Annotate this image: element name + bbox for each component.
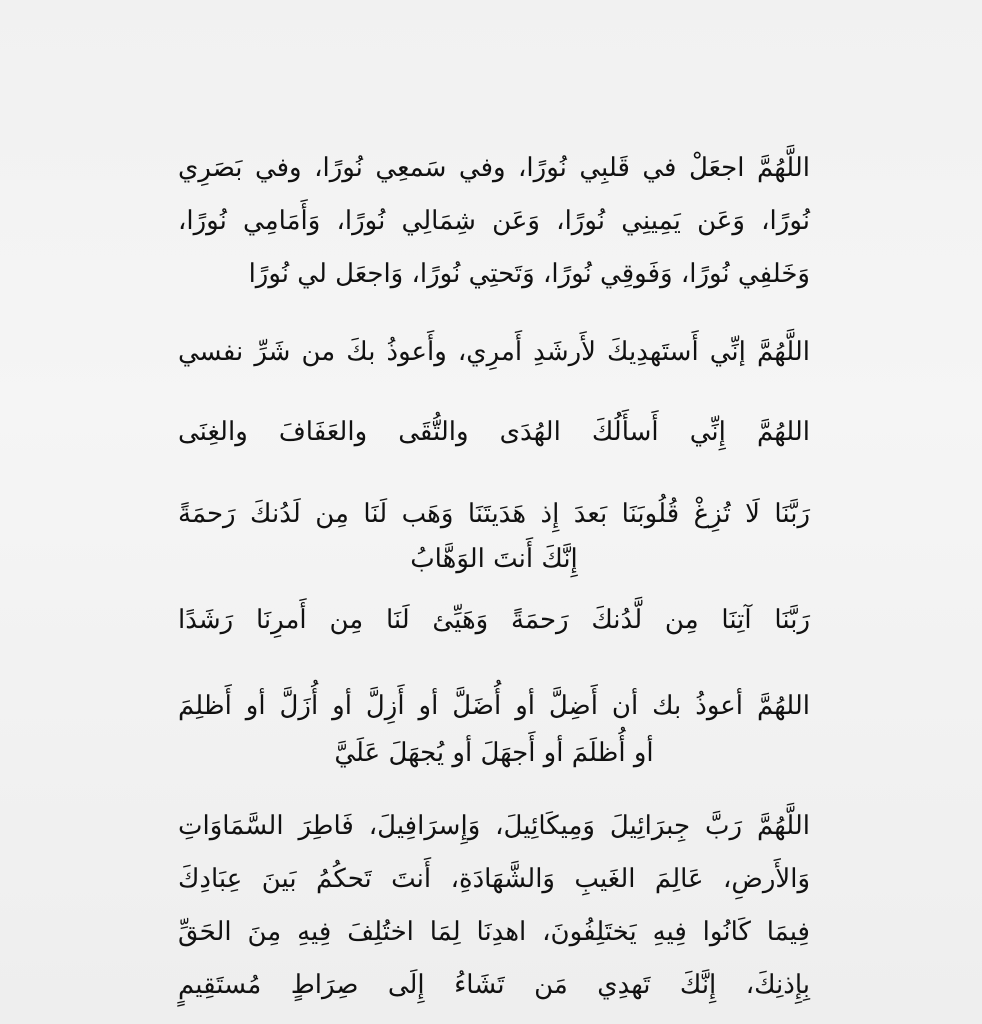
dua-istikhara-line-2: وَالأَرضِ، عَالِمَ الغَيبِ وَالشَّهَادَةِ، أَنتَ تَحكُمُ بَينَ عِبَادِكَ — [178, 864, 810, 894]
dua-hearts-block — [178, 488, 810, 586]
dua-istikhara-block — [178, 800, 810, 1012]
dua-guidance-line-1: اللَّهُمَّ إنِّي أَستَهدِيكَ لأَرشَدِ أَمرِي، وأَعوذُ بكَ من شَرِّ نفسي — [178, 337, 810, 367]
dua-piety-block — [178, 406, 810, 459]
dua-mercy-block — [178, 594, 810, 647]
dua-refuge-line-2: أو أُظلَمَ أو أَجهَلَ أو يُجهَلَ عَلَيَّ — [334, 738, 654, 768]
dua-refuge-line-1: اللهُمَّ أعوذُ بك أن أَضِلَّ أو أُضَلَّ أو أَزِلَّ أو أُزَلَّ أو أَظلِمَ — [178, 691, 810, 721]
dua-light-line-2: نُورًا، وَعَن يَمِينِي نُورًا، وَعَن شِمَالِي نُورًا، وَأَمَامِي نُورًا، — [178, 206, 810, 236]
dua-light-block — [178, 142, 810, 301]
dua-guidance-block — [178, 326, 810, 379]
dua-hearts-line-1: رَبَّنَا لَا تُزِغْ قُلُوبَنَا بَعدَ إِذ هَدَيتَنَا وَهَب لَنَا مِن لَدُنكَ رَحمَةً — [178, 499, 810, 529]
dua-hearts-line-2: إِنَّكَ أَنتَ الوَهَّابُ — [410, 544, 578, 574]
dua-light-line-1: اللَّهُمَّ اجعَلْ في قَلبِي نُورًا، وفي سَمعِي نُورًا، وفي بَصَرِي — [178, 153, 810, 183]
dua-light-line-3: وَخَلفِي نُورًا، وَفَوقِي نُورًا، وَتَحتِي نُورًا، وَاجعَل لي نُورًا — [248, 259, 810, 289]
dua-mercy-line-1: رَبَّنَا آتِنَا مِن لَّدُنكَ رَحمَةً وَهَيِّئ لَنَا مِن أَمرِنَا رَشَدًا — [178, 605, 810, 635]
dua-piety-line-1: اللهُمَّ إِنِّي أَسأَلُكَ الهُدَى والتُّقَى والعَفَافَ والغِنَى — [178, 417, 810, 447]
dua-istikhara-line-3: فِيمَا كَانُوا فِيهِ يَختَلِفُونَ، اهدِنَا لِمَا اختُلِفَ فِيهِ مِنَ الحَقِّ — [178, 917, 810, 947]
dua-refuge-block — [178, 680, 810, 780]
dua-istikhara-line-1: اللَّهُمَّ رَبَّ جِبرَائِيلَ وَمِيكَائِيلَ، وَإِسرَافِيلَ، فَاطِرَ السَّمَاوَاتِ — [178, 811, 810, 841]
dua-istikhara-line-4: بِإِذنِكَ، إِنَّكَ تَهدِي مَن تَشَاءُ إِلَى صِرَاطٍ مُستَقِيمٍ — [178, 970, 810, 1000]
